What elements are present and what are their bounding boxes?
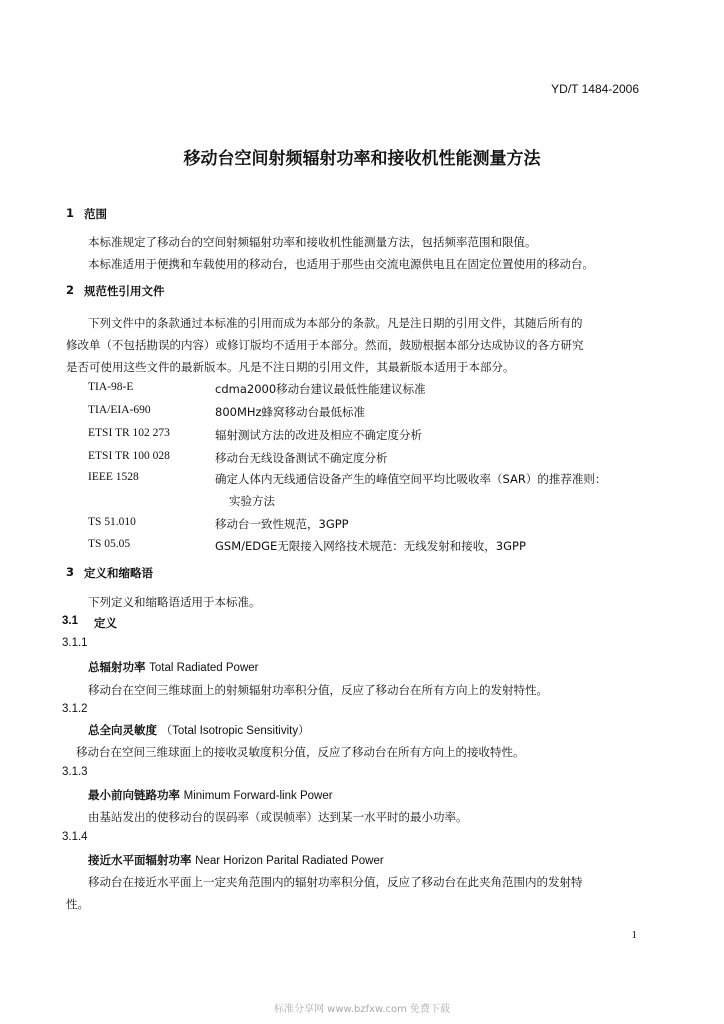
reference-code: ETSI TR 100 028 xyxy=(88,450,170,462)
section-2-paragraph-line-3: 是否可使用这些文件的最新版本。凡是不注日期的引用文件，其最新版本适用于本部分。 xyxy=(66,360,515,374)
reference-title: cdma2000移动台建议最低性能建议标准 xyxy=(215,382,426,396)
reference-title: 移动台无线设备测试不确定度分析 xyxy=(215,451,388,465)
reference-title: 移动台一致性规范，3GPP xyxy=(215,517,349,531)
section-2-paragraph-line-2: 修改单（不包括勘误的内容）或修订版均不适用于本部分。然而，鼓励根据本部分达成协议的各方研究 xyxy=(66,338,584,352)
section-1-paragraph-2: 本标准适用于便携和车载使用的移动台，也适用于那些由交流电源供电且在固定位置使用的移动台。 xyxy=(88,257,594,271)
term-english: Minimum Forward-link Power xyxy=(183,790,333,802)
term-english: （Total Isotropic Sensitivity） xyxy=(160,725,310,737)
reference-title: 确定人体内无线通信设备产生的峰值空间平均比吸收率（SAR）的推荐准则： xyxy=(215,472,607,486)
reference-code: TIA-98-E xyxy=(88,381,134,393)
definition-number: 3.1.1 xyxy=(62,637,88,649)
reference-code: IEEE 1528 xyxy=(88,471,139,483)
section-2-number: 2 xyxy=(66,283,75,297)
reference-code: TS 51.010 xyxy=(88,516,136,528)
term-english: Total Radiated Power xyxy=(149,662,259,674)
term-chinese: 接近水平面辐射功率 xyxy=(88,853,192,867)
reference-code: TS 05.05 xyxy=(88,538,131,550)
definition-description-continuation: 性。 xyxy=(66,897,89,911)
term-english: Near Horizon Parital Radiated Power xyxy=(195,855,384,867)
reference-title-continuation: 实验方法 xyxy=(229,494,275,508)
definition-term xyxy=(88,722,310,738)
page-number: 1 xyxy=(631,929,637,941)
definition-number: 3.1.2 xyxy=(62,703,88,715)
document-code: YD/T 1484-2006 xyxy=(551,82,639,96)
definition-number: 3.1.3 xyxy=(62,766,88,778)
section-1-paragraph-1: 本标准规定了移动台的空间射频辐射功率和接收机性能测量方法，包括频率范围和限值。 xyxy=(88,235,537,249)
reference-title: 800MHz蜂窝移动台最低标准 xyxy=(215,405,366,419)
section-2-paragraph-line-1: 下列文件中的条款通过本标准的引用而成为本部分的条款。凡是注日期的引用文件，其随后所有的 xyxy=(88,316,583,330)
subsection-3-1-heading: 定义 xyxy=(94,616,117,630)
term-chinese: 总全向灵敏度 xyxy=(88,723,157,737)
footer-watermark: 标准分享网 www.bzfxw.com 免费下载 xyxy=(274,1004,450,1015)
definition-term xyxy=(88,787,333,803)
reference-code: ETSI TR 102 273 xyxy=(88,427,170,439)
section-1-heading: 范围 xyxy=(84,207,107,221)
term-chinese: 最小前向链路功率 xyxy=(88,788,180,802)
section-1-number: 1 xyxy=(66,206,75,220)
definition-description: 移动台在接近水平面上一定夹角范围内的辐射功率积分值，反应了移动台在此夹角范围内的发射特 xyxy=(88,875,583,889)
reference-code: TIA/EIA-690 xyxy=(88,404,151,416)
reference-title: 辐射测试方法的改进及相应不确定度分析 xyxy=(215,428,422,442)
section-3-number: 3 xyxy=(66,565,75,579)
term-chinese: 总辐射功率 xyxy=(88,660,146,674)
document-title: 移动台空间射频辐射功率和接收机性能测量方法 xyxy=(183,149,541,169)
subsection-3-1-number: 3.1 xyxy=(62,615,78,627)
definition-description: 由基站发出的使移动台的误码率（或误帧率）达到某一水平时的最小功率。 xyxy=(88,810,468,824)
definition-number: 3.1.4 xyxy=(62,831,88,843)
definition-term xyxy=(88,852,384,868)
definition-description: 移动台在空间三维球面上的射频辐射功率积分值，反应了移动台在所有方向上的发射特性。 xyxy=(88,683,548,697)
definition-term xyxy=(88,659,258,675)
definition-description: 移动台在空间三维球面上的接收灵敏度积分值，反应了移动台在所有方向上的接收特性。 xyxy=(76,745,525,759)
reference-title: GSM/EDGE无限接入网络技术规范：无线发射和接收，3GPP xyxy=(215,539,526,553)
section-3-heading: 定义和缩略语 xyxy=(84,566,153,580)
section-2-heading: 规范性引用文件 xyxy=(84,284,165,298)
section-3-paragraph: 下列定义和缩略语适用于本标准。 xyxy=(88,595,261,609)
